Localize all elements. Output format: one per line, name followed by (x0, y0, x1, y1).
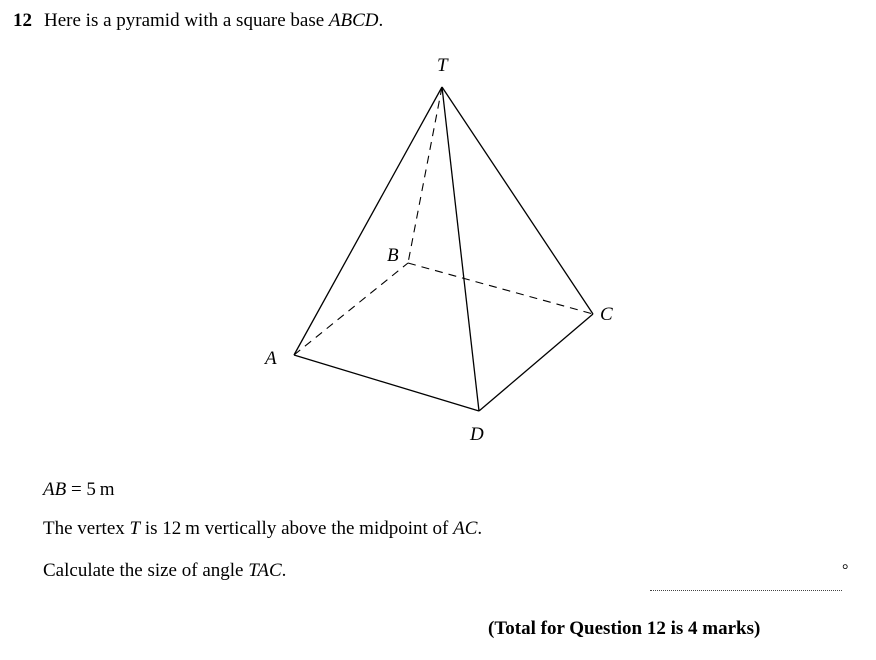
task-statement: Calculate the size of angle TAC. (43, 560, 287, 581)
vertex-label-D: D (470, 424, 484, 445)
question-intro: Here is a pyramid with a square base ABCD. (44, 10, 384, 31)
total-marks: (Total for Question 12 is 4 marks) (488, 618, 761, 639)
vertex-label-B: B (387, 245, 399, 266)
degree-symbol: ° (842, 562, 849, 579)
edge-TD (442, 87, 479, 411)
vertex-label-A: A (265, 348, 277, 369)
edge-AB (294, 263, 408, 355)
edge-BC (408, 263, 593, 314)
base-name: ABCD (328, 10, 379, 31)
vertex-label-T: T (437, 55, 448, 76)
vertex-label-C: C (600, 304, 613, 325)
edge-AD (294, 355, 479, 411)
edge-TA (294, 87, 442, 355)
vertex-statement: The vertex T is 12 m vertically above the midpoint of AC. (43, 518, 483, 539)
given-ab: AB = 5 m (43, 479, 115, 500)
answer-line[interactable] (650, 590, 842, 591)
edge-DC (479, 314, 593, 411)
edge-TB (408, 87, 442, 263)
question-number: 12 (13, 10, 32, 31)
